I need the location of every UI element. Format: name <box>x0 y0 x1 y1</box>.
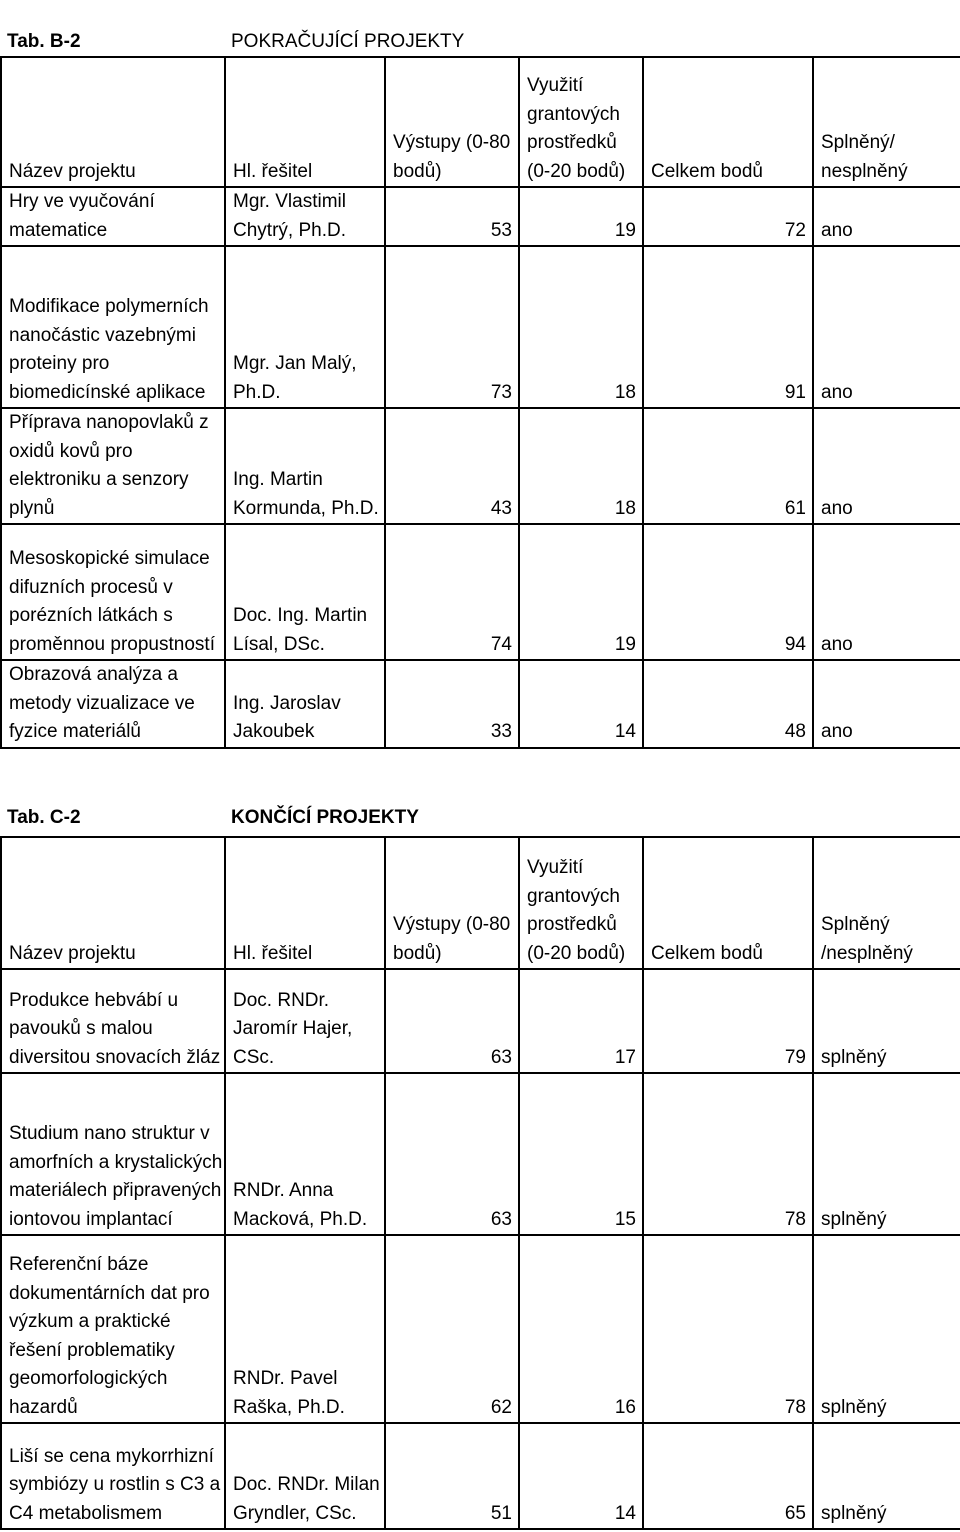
outputs-value: 33 <box>385 660 519 748</box>
header-grants: Využití grantových prostředků (0-20 bodů) <box>519 837 643 969</box>
outputs-value: 74 <box>385 524 519 660</box>
grants-value: 14 <box>519 1423 643 1529</box>
header-status: Splněný/ nesplněný <box>813 57 960 187</box>
outputs-value: 63 <box>385 969 519 1073</box>
project-name: Hry ve vyučování matematice <box>1 187 225 246</box>
table-row <box>1 660 960 748</box>
status-value: splněný <box>813 969 960 1073</box>
table-b-title-row <box>0 0 960 56</box>
grants-value: 18 <box>519 246 643 408</box>
status-value: ano <box>813 660 960 748</box>
status-value: ano <box>813 246 960 408</box>
project-lead: RNDr. Pavel Raška, Ph.D. <box>225 1235 385 1423</box>
table-row <box>1 969 960 1073</box>
table-b <box>0 56 960 749</box>
project-lead: RNDr. Anna Macková, Ph.D. <box>225 1073 385 1235</box>
header-total: Celkem bodů <box>643 837 813 969</box>
status-value: splněný <box>813 1073 960 1235</box>
total-value: 91 <box>643 246 813 408</box>
grants-value: 14 <box>519 660 643 748</box>
total-value: 48 <box>643 660 813 748</box>
status-value: ano <box>813 524 960 660</box>
status-value: ano <box>813 187 960 246</box>
grants-value: 15 <box>519 1073 643 1235</box>
total-value: 79 <box>643 969 813 1073</box>
header-project-name: Název projektu <box>1 57 225 187</box>
project-name: Referenční báze dokumentárních dat pro výzkum a praktické řešení problematiky geomorfologických hazardů <box>1 1235 225 1423</box>
status-value: splněný <box>813 1235 960 1423</box>
table-row <box>1 1073 960 1235</box>
table-b-title: POKRAČUJÍCÍ PROJEKTY <box>231 30 465 52</box>
project-lead: Mgr. Jan Malý, Ph.D. <box>225 246 385 408</box>
header-status: Splněný /nesplněný <box>813 837 960 969</box>
total-value: 65 <box>643 1423 813 1529</box>
table-row <box>1 246 960 408</box>
total-value: 78 <box>643 1235 813 1423</box>
table-b-header-row <box>1 57 960 187</box>
table-c-label: Tab. C-2 <box>7 806 81 828</box>
table-c-title-row <box>0 776 960 832</box>
outputs-value: 51 <box>385 1423 519 1529</box>
header-project-name: Název projektu <box>1 837 225 969</box>
table-row <box>1 524 960 660</box>
project-name: Příprava nanopovlaků z oxidů kovů pro elektroniku a senzory plynů <box>1 408 225 524</box>
grants-value: 18 <box>519 408 643 524</box>
table-row <box>1 408 960 524</box>
outputs-value: 62 <box>385 1235 519 1423</box>
header-total: Celkem bodů <box>643 57 813 187</box>
project-name: Obrazová analýza a metody vizualizace ve fyzice materiálů <box>1 660 225 748</box>
grants-value: 17 <box>519 969 643 1073</box>
project-name: Studium nano struktur v amorfních a krystalických materiálech připravených iontovou implantací <box>1 1073 225 1235</box>
total-value: 78 <box>643 1073 813 1235</box>
project-name: Liší se cena mykorrhizní symbiózy u rostlin s C3 a C4 metabolismem <box>1 1423 225 1529</box>
status-value: ano <box>813 408 960 524</box>
project-name: Mesoskopické simulace difuzních procesů v porézních látkách s proměnnou propustností <box>1 524 225 660</box>
outputs-value: 73 <box>385 246 519 408</box>
project-lead: Ing. Martin Kormunda, Ph.D. <box>225 408 385 524</box>
header-lead: Hl. řešitel <box>225 837 385 969</box>
table-c-header-row <box>1 837 960 969</box>
header-outputs: Výstupy (0-80 bodů) <box>385 837 519 969</box>
header-grants: Využití grantových prostředků (0-20 bodů) <box>519 57 643 187</box>
total-value: 61 <box>643 408 813 524</box>
grants-value: 19 <box>519 524 643 660</box>
header-lead: Hl. řešitel <box>225 57 385 187</box>
project-name: Modifikace polymerních nanočástic vazebnými proteiny pro biomedicínské aplikace <box>1 246 225 408</box>
total-value: 94 <box>643 524 813 660</box>
table-row <box>1 1235 960 1423</box>
outputs-value: 53 <box>385 187 519 246</box>
table-row <box>1 1423 960 1529</box>
project-lead: Ing. Jaroslav Jakoubek <box>225 660 385 748</box>
grants-value: 19 <box>519 187 643 246</box>
project-name: Produkce hebvábí u pavouků s malou diversitou snovacích žláz <box>1 969 225 1073</box>
total-value: 72 <box>643 187 813 246</box>
header-outputs: Výstupy (0-80 bodů) <box>385 57 519 187</box>
project-lead: Doc. Ing. Martin Lísal, DSc. <box>225 524 385 660</box>
project-lead: Doc. RNDr. Jaromír Hajer, CSc. <box>225 969 385 1073</box>
project-lead: Doc. RNDr. Milan Gryndler, CSc. <box>225 1423 385 1529</box>
table-c <box>0 836 960 1530</box>
grants-value: 16 <box>519 1235 643 1423</box>
status-value: splněný <box>813 1423 960 1529</box>
outputs-value: 43 <box>385 408 519 524</box>
table-row <box>1 187 960 246</box>
project-lead: Mgr. Vlastimil Chytrý, Ph.D. <box>225 187 385 246</box>
table-b-label: Tab. B-2 <box>7 30 81 52</box>
table-c-title: KONČÍCÍ PROJEKTY <box>231 806 419 828</box>
outputs-value: 63 <box>385 1073 519 1235</box>
